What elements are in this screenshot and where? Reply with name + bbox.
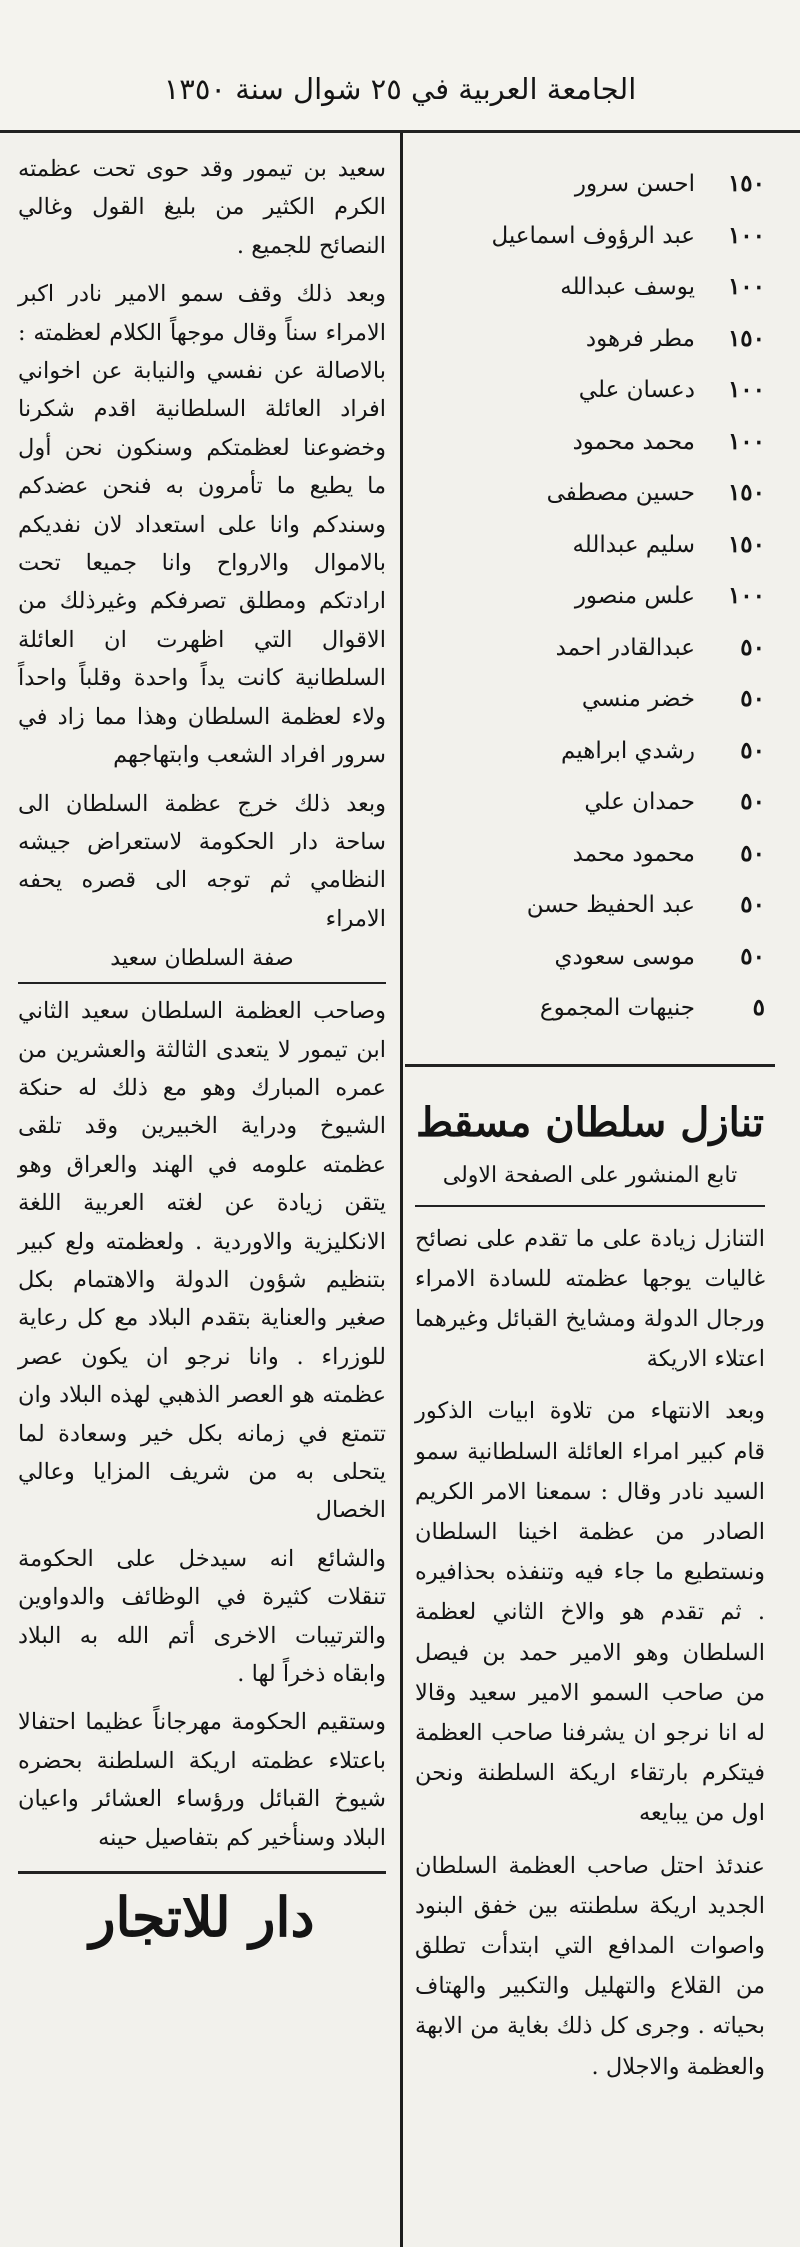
amount: ١٥٠: [727, 324, 765, 352]
amount: ٥٠: [740, 736, 765, 764]
amount: ٥٠: [740, 942, 765, 970]
list-item: [415, 519, 765, 571]
name: عبدالقادر احمد: [555, 634, 695, 661]
list-item: [415, 158, 765, 210]
name: محمود محمد: [572, 840, 695, 867]
name: رشدي ابراهيم: [560, 737, 695, 764]
amount: ١٥٠: [727, 530, 765, 558]
name: علس منصور: [574, 583, 695, 609]
amount: ٥٠: [740, 891, 765, 918]
name: حمدان علي: [584, 789, 695, 815]
list-item: [415, 467, 765, 519]
name: دعسان علي: [578, 377, 695, 403]
article-subtitle: تابع المنشور على الصفحة الاولى: [415, 1159, 765, 1207]
amount: ٥: [752, 994, 765, 1021]
name: موسى سعودي: [554, 943, 695, 970]
name: سليم عبدالله: [572, 531, 695, 558]
paragraph: وصاحب العظمة السلطان سعيد الثاني ابن تيمور لا يتعدى الثالثة والعشرين من عمره المبارك وهو مع ذلك له حنكة الشيوخ ودراية الخبيرين وقد تلقى عظمته علومه في الهند والعراق وهو يتقن زيادة عن لغته العربية اللغة الانكليزية والاوردية . ولعظمته ولع كبير بتنظيم شؤون الدولة والاهتمام بكل صغير والعناية بتقدم البلاد مع كل رعاية للوزراء . وانا نرجو ان يكون عصر عظمته هو العصر الذهبي لهذه البلاد وان تتمتع في زمانه بكل خير وسعادة لما يتحلى به من شريف المزايا وعالي الخصال: [18, 998, 386, 1524]
amount: ١٥٠: [727, 479, 765, 506]
article-title: دار للاتجار: [89, 1885, 315, 1950]
name: حسين مصطفى: [546, 480, 695, 506]
list-item: [415, 673, 765, 725]
list-item: [415, 416, 765, 468]
section-rule: [18, 1871, 386, 1874]
amount: ١٠٠: [727, 221, 765, 249]
right-column: [415, 158, 765, 2087]
name: عبد الحفيظ حسن: [526, 892, 695, 918]
name: مطر فرهود: [585, 325, 695, 352]
paragraph: سعيد بن تيمور وقد حوى تحت عظمته الكرم الكثير من بليغ القول وغالي النصائح للجميع .: [18, 156, 386, 259]
page-header: [0, 0, 800, 135]
column-divider: [400, 133, 403, 2247]
paragraph: وبعد ذلك وقف سمو الامير نادر اكبر الامراء سناً وقال موجهاً الكلام لعظمته : بالاصالة عن نفسي والنيابة عن اخواني افراد العائلة السلطانية اقدم شكرنا وخضوعنا لعظمتكم وسنكون نحن أول ما يطيع ما تأمرون به فنحن عضدكم وسندكم وانا على استعداد لان نفديكم بالاموال والارواح وانا جميعا تحت ارادتكم ومطلق تصرفكم وغيرذلك من الاقوال التي اظهرت ان العائلة السلطانية كانت يداً واحدة وقلباً واحداً ولاء لعظمة السلطان وهذا مما زاد في سرور افراد الشعب وابتهاجهم: [18, 281, 386, 769]
name: محمد محمود: [572, 428, 695, 455]
header-title: الجامعة العربية في ٢٥ شوال سنة ١٣٥٠: [163, 72, 637, 106]
name: يوسف عبدالله: [560, 274, 695, 300]
amount: ٥٠: [740, 788, 765, 815]
list-item: [415, 364, 765, 416]
list-item: [415, 570, 765, 622]
list-item: [415, 828, 765, 880]
amount: ١٠٠: [727, 582, 765, 609]
name: احسن سرور: [574, 171, 695, 197]
list-item: [415, 931, 765, 983]
name: خضر منسي: [581, 686, 695, 712]
list-item: [415, 313, 765, 365]
name: عبد الرؤوف اسماعيل: [491, 222, 695, 249]
left-column: [18, 150, 386, 1952]
amount: ١٥٠: [727, 170, 765, 197]
paragraph: وستقيم الحكومة مهرجاناً عظيما احتفالا باعتلاء عظمته اريكة السلطنة بحضره شيوخ القبائل ورؤساء العشائر واعيان البلاد وسنأخير كم بتفاصيل حينه: [18, 1709, 386, 1851]
list-item: [415, 210, 765, 262]
name: جنيهات المجموع: [539, 995, 695, 1021]
amount: ٥٠: [740, 633, 765, 661]
amount: ١٠٠: [727, 427, 765, 455]
list-item: [415, 261, 765, 313]
amount: ١٠٠: [727, 273, 765, 300]
list-item: [415, 982, 765, 1034]
paragraph: وبعد الانتهاء من تلاوة ابيات الذكور قام كبير امراء العائلة السلطانية سمو السيد نادر وقال : سمعنا الامر الكريم الصادر من عظمة اخينا السلطان ونستطيع ما جاء فيه وتنفذه بحذافيره . ثم تقدم هو والاخ الثاني لعظمة السلطان وهو الامير حمد بن فيصل من صاحب السمو الامير سعيد وقالا له انا نرجو ان يشرفنا صاحب العظمة فيتكرم بارتقاء اريكة السلطنة ونحن اول من يبايعه: [415, 1398, 765, 1827]
section-rule: [405, 1064, 775, 1067]
paragraph: وبعد ذلك خرج عظمة السلطان الى ساحة دار الحكومة لاستعراض جيشه النظامي ثم توجه الى قصره يحفه الامراء: [18, 790, 386, 932]
amount: ٥٠: [740, 685, 765, 712]
amount: ٥٠: [740, 839, 765, 867]
list-item: [415, 776, 765, 828]
paragraph: التنازل زيادة على ما تقدم على نصائح غاليات يوجها عظمته للسادة الامراء ورجال الدولة ومشايخ القبائل وغيرهما اعتلاء الاريكة: [415, 1225, 765, 1373]
list-item: [415, 879, 765, 931]
list-item: [415, 622, 765, 674]
donation-list: [415, 158, 765, 1034]
paragraph: عندئذ احتل صاحب العظمة السلطان الجديد اريكة سلطنته بين خفق البنود واصوات المدافع التي ابتدأت تطلق من القلاع والتهليل والتكبير والهتاف بحياته . وجرى كل ذلك بغاية من الابهة والعظمة والاجلال .: [415, 1852, 765, 2080]
article-title: تنازل سلطان مسقط: [415, 1098, 765, 1146]
amount: ١٠٠: [727, 376, 765, 403]
paragraph: والشائع انه سيدخل على الحكومة تنقلات كثيرة في الوظائف والدواوين والترتيبات الاخرى أتم الله به البلاد وابقاه ذخراً لها .: [18, 1545, 386, 1688]
list-item: [415, 725, 765, 777]
section-subheading: صفة السلطان سعيد: [18, 944, 386, 984]
